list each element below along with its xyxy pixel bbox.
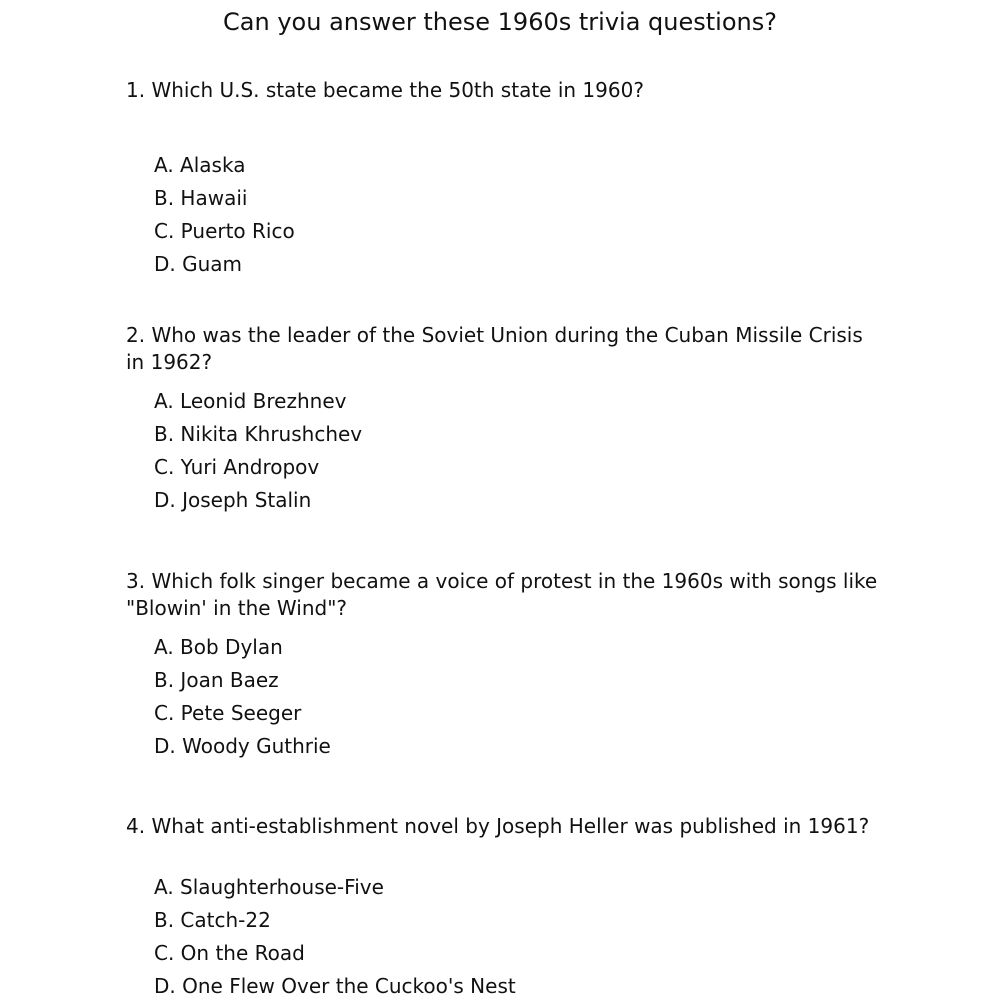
- question-1: [126, 77, 886, 281]
- answer-options: [126, 385, 886, 517]
- answer-option-d: D. One Flew Over the Cuckoo's Nest: [154, 974, 516, 998]
- answer-options: [126, 631, 886, 763]
- question-text: 3. Which folk singer became a voice of protest in the 1960s with songs like "Blowin' in the Wind"?: [126, 569, 878, 620]
- answer-options: [126, 149, 886, 281]
- answer-option-b: B. Catch-22: [154, 908, 271, 932]
- answer-option-a: A. Leonid Brezhnev: [154, 389, 347, 413]
- question-3: [126, 568, 886, 763]
- answer-option-c: C. Yuri Andropov: [154, 455, 320, 479]
- answer-option-d: D. Woody Guthrie: [154, 734, 331, 758]
- answer-option-c: C. Pete Seeger: [154, 701, 302, 725]
- answer-option-d: D. Joseph Stalin: [154, 488, 312, 512]
- page-title: Can you answer these 1960s trivia questions?: [223, 8, 777, 36]
- question-2: [126, 322, 886, 517]
- answer-option-a: A. Alaska: [154, 153, 246, 177]
- answer-option-a: A. Bob Dylan: [154, 635, 283, 659]
- answer-option-b: B. Hawaii: [154, 186, 248, 210]
- answer-option-b: B. Joan Baez: [154, 668, 279, 692]
- question-text: 4. What anti-establishment novel by Joseph Heller was published in 1961?: [126, 814, 870, 838]
- answer-option-c: C. Puerto Rico: [154, 219, 295, 243]
- question-4: [126, 813, 886, 1003]
- answer-option-b: B. Nikita Khrushchev: [154, 422, 363, 446]
- answer-options: [126, 871, 886, 1003]
- question-text: 2. Who was the leader of the Soviet Union during the Cuban Missile Crisis in 1962?: [126, 323, 863, 374]
- answer-option-c: C. On the Road: [154, 941, 305, 965]
- answer-option-a: A. Slaughterhouse-Five: [154, 875, 384, 899]
- answer-option-d: D. Guam: [154, 252, 243, 276]
- question-text: 1. Which U.S. state became the 50th state in 1960?: [126, 78, 644, 102]
